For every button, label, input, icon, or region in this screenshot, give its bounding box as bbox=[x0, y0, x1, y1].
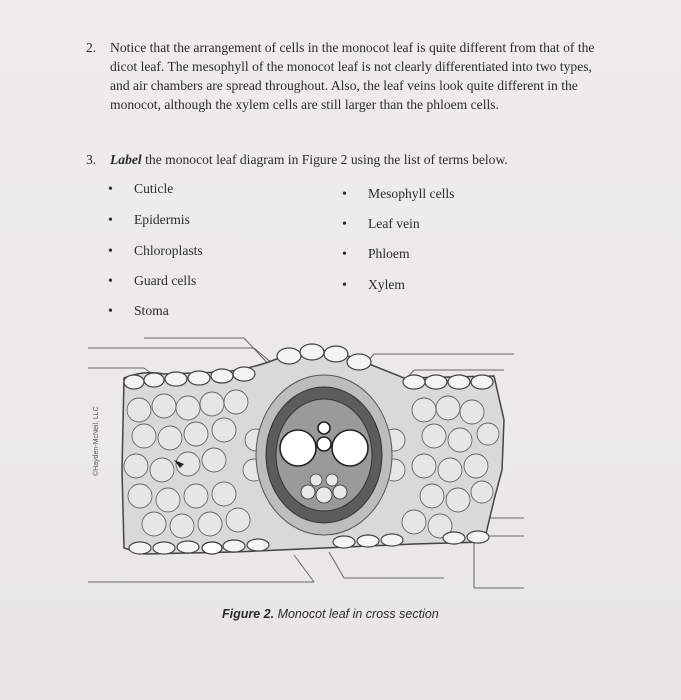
bullet: • bbox=[342, 187, 347, 202]
term-item bbox=[108, 180, 173, 199]
term-item bbox=[342, 245, 410, 264]
bullet: • bbox=[108, 274, 113, 289]
term-label: Stoma bbox=[134, 303, 169, 318]
term-label: Epidermis bbox=[134, 212, 190, 227]
caption-bold: Figure 2. bbox=[222, 607, 275, 621]
term-label: Xylem bbox=[368, 277, 405, 292]
question-2-text: Notice that the arrangement of cells in the monocot leaf is quite different from that of the dicot leaf. The mesophyll of the monocot leaf is not clearly differentiated into two types, and air chambers are spread throughout. Also, the leaf veins look quite different in the monocot, although the xylem cells are still larger than the phloem cells. bbox=[110, 40, 595, 112]
label-word: Label bbox=[110, 152, 142, 167]
term-label: Mesophyll cells bbox=[368, 186, 455, 201]
bullet: • bbox=[342, 247, 347, 262]
bullet: • bbox=[342, 217, 347, 232]
term-item bbox=[342, 215, 420, 234]
monocot-leaf-diagram bbox=[84, 330, 524, 600]
bullet: • bbox=[108, 213, 113, 228]
bullet: • bbox=[108, 304, 113, 319]
term-label: Phloem bbox=[368, 246, 410, 261]
term-label: Leaf vein bbox=[368, 216, 420, 231]
term-item bbox=[342, 185, 454, 204]
leaf-vein bbox=[256, 375, 392, 535]
term-label: Cuticle bbox=[134, 181, 174, 196]
term-item bbox=[108, 272, 196, 291]
term-label: Guard cells bbox=[134, 273, 197, 288]
figure-caption bbox=[222, 607, 439, 621]
figure-credit: ©Hayden-McNeil, LLC bbox=[93, 406, 100, 476]
bullet: • bbox=[108, 182, 113, 197]
question-3-instruction: the monocot leaf diagram in Figure 2 using the list of terms below. bbox=[145, 152, 508, 167]
term-item bbox=[108, 302, 169, 321]
term-item bbox=[342, 276, 405, 295]
question-2-number: 2. bbox=[86, 40, 97, 55]
term-item bbox=[108, 211, 190, 230]
question-2 bbox=[86, 38, 606, 114]
term-item bbox=[108, 242, 203, 261]
question-3-number: 3. bbox=[86, 152, 97, 167]
bullet: • bbox=[108, 244, 113, 259]
question-3-text bbox=[110, 150, 606, 169]
term-label: Chloroplasts bbox=[134, 243, 203, 258]
question-3 bbox=[86, 150, 606, 169]
bullet: • bbox=[342, 278, 347, 293]
caption-text: Monocot leaf in cross section bbox=[274, 607, 439, 621]
